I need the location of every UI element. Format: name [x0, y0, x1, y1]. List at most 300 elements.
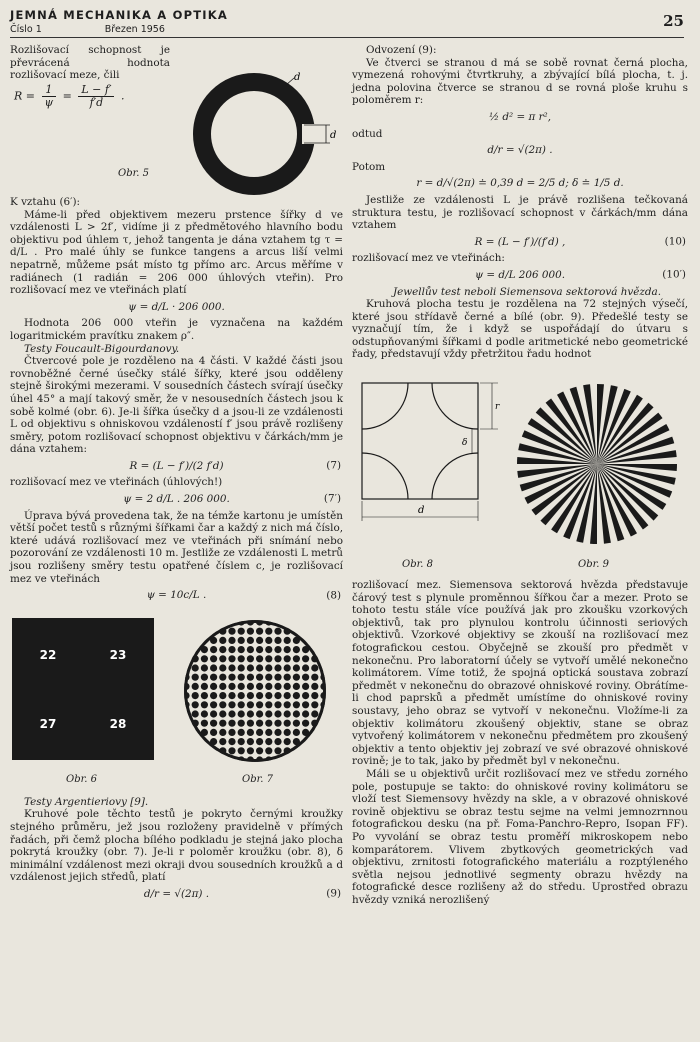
dot — [210, 673, 217, 680]
dot — [302, 729, 309, 736]
dot — [238, 701, 245, 708]
dot — [192, 655, 199, 662]
dot — [302, 692, 309, 699]
dot — [201, 637, 208, 644]
text-potom: Potom — [352, 160, 386, 173]
fig8-caption: Obr. 8 — [402, 559, 434, 571]
dot — [256, 692, 263, 699]
equation-10: R = (L − f′)/(f′d) , (10) — [474, 235, 686, 248]
star-sectors — [517, 384, 677, 544]
equation-7-prime: ψ = 2 d/L . 206 000. (7′) — [123, 493, 341, 506]
dim-label-d2: d — [330, 130, 337, 141]
dot — [192, 729, 199, 736]
dot — [302, 627, 309, 634]
dot — [274, 673, 281, 680]
label-delta: δ — [462, 438, 468, 449]
section-ref: K vztahu (6′): — [10, 196, 81, 208]
dot — [302, 756, 309, 763]
dot — [302, 655, 309, 662]
dot — [284, 729, 291, 736]
dot — [265, 683, 272, 690]
dot — [302, 738, 309, 745]
dot — [293, 646, 300, 653]
dot — [311, 701, 318, 708]
dot — [201, 683, 208, 690]
dot — [210, 646, 217, 653]
section-heading: Jewellův test neboli Siemensova sektorová hvězda. — [392, 285, 662, 298]
dot — [228, 701, 235, 708]
dot — [293, 673, 300, 680]
dot — [201, 738, 208, 745]
dot — [247, 710, 254, 717]
dot — [284, 655, 291, 662]
dot — [247, 637, 254, 644]
dot — [284, 673, 291, 680]
dot — [219, 683, 226, 690]
dot — [311, 664, 318, 671]
fig7-caption: Obr. 7 — [242, 773, 274, 785]
argentieri-dot-test-figure — [182, 618, 328, 764]
test-number-23: 23 — [109, 647, 127, 662]
dot — [284, 710, 291, 717]
dot — [192, 692, 199, 699]
dot — [201, 655, 208, 662]
dot — [192, 627, 199, 634]
dot — [274, 683, 281, 690]
dot — [284, 646, 291, 653]
equation-7: R = (L − f′)/(2 f′d) (7) — [129, 459, 341, 472]
dot — [182, 673, 189, 680]
dot — [284, 719, 291, 726]
dot — [219, 747, 226, 754]
dot — [210, 710, 217, 717]
dot — [293, 710, 300, 717]
paragraph: Jestliže ze vzdálenosti L je právě rozlišena tečkovaná struktura testu, je rozlišovací schopnost v čárkách/mm dána vztahem — [352, 193, 688, 232]
dot — [228, 673, 235, 680]
issue-date: Březen 1956 — [104, 24, 165, 35]
dot — [238, 683, 245, 690]
issue-line — [10, 24, 684, 35]
dot — [320, 710, 327, 717]
dot — [201, 701, 208, 708]
dot — [238, 756, 245, 763]
dot — [293, 692, 300, 699]
dot — [192, 683, 199, 690]
dot — [238, 646, 245, 653]
journal-title: JEMNÁ MECHANIKA A OPTIKA — [10, 8, 228, 22]
dot-grid — [182, 618, 327, 763]
dot — [311, 637, 318, 644]
dot — [201, 692, 208, 699]
arc-bottom-left — [362, 453, 408, 499]
dot — [311, 738, 318, 745]
dot — [247, 701, 254, 708]
dot — [284, 618, 291, 625]
dot — [265, 710, 272, 717]
dot — [238, 627, 245, 634]
dot — [219, 710, 226, 717]
dot — [320, 646, 327, 653]
ring-diagram — [190, 70, 340, 196]
dot — [274, 747, 281, 754]
dot — [311, 692, 318, 699]
dot — [265, 673, 272, 680]
foucault-test-figure — [12, 618, 154, 760]
dot — [293, 747, 300, 754]
dot — [238, 637, 245, 644]
dot — [210, 729, 217, 736]
dot — [274, 729, 281, 736]
dot — [302, 618, 309, 625]
fig5-block — [10, 44, 343, 192]
square-outline — [362, 383, 478, 499]
dot — [219, 738, 226, 745]
dot — [302, 646, 309, 653]
dot — [238, 664, 245, 671]
dot — [256, 729, 263, 736]
dot — [238, 747, 245, 754]
dot — [311, 655, 318, 662]
dot — [238, 738, 245, 745]
dot — [247, 738, 254, 745]
dot — [320, 692, 327, 699]
dot — [284, 692, 291, 699]
dot — [201, 756, 208, 763]
dot — [320, 683, 327, 690]
dot — [219, 655, 226, 662]
dot — [284, 627, 291, 634]
dot — [219, 729, 226, 736]
dot — [192, 673, 199, 680]
dot — [265, 747, 272, 754]
dot — [311, 756, 318, 763]
dot — [201, 646, 208, 653]
dot — [320, 637, 327, 644]
fig6-fig7-row — [10, 618, 343, 796]
equation-9: d/r = √(2π) . (9) — [143, 887, 341, 900]
dot — [274, 701, 281, 708]
dot — [311, 719, 318, 726]
dot — [265, 692, 272, 699]
dot — [182, 627, 189, 634]
dot — [320, 719, 327, 726]
dot — [182, 618, 189, 625]
dot — [320, 664, 327, 671]
paragraph: Úprava bývá provedena tak, že na témže kartonu je umístěn větší počet testů s různými šířkami čar a každý z nich má číslo, které udává rozlišovací mez ve vteřinách při snímání nebo pozorování ze vzdálenosti 10 m. Jestliže ze vzdálenosti L metrů jsou rozlišeny směry testu opatřené číslem c, je rozlišovací mez ve vteřinách — [10, 509, 344, 585]
equation-a: ½ d² = π r², — [488, 110, 552, 123]
dot — [302, 710, 309, 717]
fig6-caption: Obr. 6 — [66, 773, 98, 785]
dot — [293, 719, 300, 726]
dot — [247, 655, 254, 662]
dot — [219, 646, 226, 653]
dot — [256, 719, 263, 726]
equation-10-prime: ψ = d/L 206 000. (10′) — [474, 268, 686, 281]
star-sector — [590, 464, 597, 544]
dot — [210, 747, 217, 754]
dot — [311, 710, 318, 717]
equation-c: r = d/√(2π) ≐ 0,39 d = 2/5 d; δ ≐ 1/5 d. — [416, 177, 624, 190]
text-odtud: odtud — [352, 127, 383, 140]
dot — [284, 738, 291, 745]
test-number-27: 27 — [39, 716, 57, 731]
dot — [274, 738, 281, 745]
dot — [274, 618, 281, 625]
dot — [293, 701, 300, 708]
dot — [311, 618, 318, 625]
dot — [320, 655, 327, 662]
dot — [274, 655, 281, 662]
dot — [284, 683, 291, 690]
dot — [311, 627, 318, 634]
dot — [247, 664, 254, 671]
fig8-fig9-row — [352, 371, 688, 579]
paragraph: Rozlišovací schopnost je převrácená hodnota rozlišovací meze, čili — [10, 44, 170, 82]
dot — [228, 618, 235, 625]
dot — [201, 710, 208, 717]
dot — [247, 692, 254, 699]
dot — [192, 646, 199, 653]
dot — [219, 692, 226, 699]
dot — [256, 738, 263, 745]
dot — [320, 701, 327, 708]
dot — [182, 646, 189, 653]
test-number-28: 28 — [109, 716, 127, 731]
dot — [210, 701, 217, 708]
paragraph: Kruhová plocha testu je rozdělena na 72 stejných výsečí, které jsou střídavě černé a bílé (obr. 9). Předešlé testy se vyznačují tím, že i když se uspořádají do útvaru s odstupňovanými šířkami d podle aritmetické nebo geometrické řady, představují vždy přetržitou řadu hodnot — [352, 298, 688, 361]
running-header — [10, 8, 684, 35]
dot — [210, 692, 217, 699]
header-rule — [10, 37, 684, 38]
dot — [219, 756, 226, 763]
dot — [201, 729, 208, 736]
dot — [247, 729, 254, 736]
dot — [210, 655, 217, 662]
dot — [293, 729, 300, 736]
label-r: r — [495, 402, 500, 413]
dot — [201, 673, 208, 680]
section-heading: Testy Foucault-Bigourdanovy. — [24, 342, 180, 355]
dot — [256, 637, 263, 644]
dot — [284, 747, 291, 754]
dot — [238, 618, 245, 625]
dot — [182, 701, 189, 708]
equation-8: ψ = 10c/L . (8) — [146, 589, 341, 602]
dot — [284, 756, 291, 763]
dot — [256, 673, 263, 680]
dot — [219, 673, 226, 680]
dot — [247, 683, 254, 690]
dot — [247, 719, 254, 726]
dot — [228, 683, 235, 690]
page-number: 25 — [663, 12, 684, 30]
dot — [210, 683, 217, 690]
arc-bottom-right — [432, 453, 478, 499]
dot — [265, 646, 272, 653]
dot — [238, 710, 245, 717]
dot — [320, 756, 327, 763]
dot — [256, 618, 263, 625]
dot — [284, 637, 291, 644]
dot — [265, 701, 272, 708]
dot — [265, 664, 272, 671]
dot — [182, 747, 189, 754]
dot — [293, 756, 300, 763]
equation-b: d/r = √(2π) . — [487, 144, 553, 157]
quarter-circle-diagram — [358, 379, 508, 549]
dot — [201, 627, 208, 634]
paragraph: Čtvercové pole je rozděleno na 4 části. V každé části jsou rovnoběžné černé úsečky stálé šířky, které jsou odděleny stejně širokými mezerami. V sousedních částech svírají úsečky úhel 45° a mají takový směr, že v nesousedních částech jsou k sobě kolmé (obr. 6). Je-li šířka úsečky d a jsou-li ze vzdálenosti L od objektivu s ohniskovou vzdáleností f′ jsou právě rozlišeny směry, potom rozlišovací schopnost objektivu v čárkách/mm je dána vztahem: — [10, 355, 343, 456]
dot — [192, 756, 199, 763]
star-sector — [597, 384, 604, 464]
section-heading: Testy Argentieriovy [9]. — [24, 795, 149, 808]
dot — [182, 729, 189, 736]
fig9-caption: Obr. 9 — [578, 559, 610, 571]
dot — [182, 710, 189, 717]
dot — [238, 719, 245, 726]
test-number-22: 22 — [39, 647, 57, 662]
dot — [228, 747, 235, 754]
dot — [182, 637, 189, 644]
dot — [201, 664, 208, 671]
dot — [311, 646, 318, 653]
arc-top-left — [362, 383, 408, 429]
dot — [293, 664, 300, 671]
dot — [274, 664, 281, 671]
equation-2: ψ = d/L · 206 000. — [128, 300, 225, 313]
label-d: d — [418, 505, 425, 517]
dot — [311, 683, 318, 690]
dot — [274, 646, 281, 653]
dot — [274, 627, 281, 634]
dot — [265, 729, 272, 736]
dot — [247, 673, 254, 680]
dot — [256, 646, 263, 653]
dot — [302, 673, 309, 680]
paragraph: Ve čtverci se stranou d má se sobě rovnat černá plocha, vymezená rohovými čtvrtkruhy, a zbývající bílá plocha, t. j. jedna polovina čtverce se stranou d se rovná ploše kruhu s poloměrem r: — [352, 56, 688, 107]
dot — [182, 683, 189, 690]
dot — [265, 627, 272, 634]
dot — [201, 747, 208, 754]
dot — [182, 738, 189, 745]
dot — [228, 692, 235, 699]
dot — [302, 664, 309, 671]
dot — [274, 692, 281, 699]
dot — [228, 655, 235, 662]
dot — [265, 738, 272, 745]
dot — [201, 719, 208, 726]
dot — [182, 655, 189, 662]
dot — [210, 756, 217, 763]
dot — [265, 719, 272, 726]
dot — [182, 719, 189, 726]
dot — [320, 729, 327, 736]
dot — [284, 701, 291, 708]
dot — [256, 627, 263, 634]
dot — [320, 747, 327, 754]
dot — [219, 618, 226, 625]
ring-shape — [202, 82, 306, 186]
dot — [182, 756, 189, 763]
dot — [274, 710, 281, 717]
dot — [247, 618, 254, 625]
dot — [293, 683, 300, 690]
dot — [311, 673, 318, 680]
dot — [238, 673, 245, 680]
dot — [265, 618, 272, 625]
dot — [228, 646, 235, 653]
dot — [311, 729, 318, 736]
dot — [219, 664, 226, 671]
paragraph: Máme-li před objektivem mezeru prstence šířky d ve vzdálenosti L > 2f′, vidíme ji z předmětového hlavního bodu objektivu pod úhlem τ, jehož tangenta je dána vztahem tg τ = d/L . Pro malé úhly se funkce tangens a arcus liší velmi nepatrně, můžeme psát místo tg přímo arc. Arcus měříme v radiánech (1 radián = 206 000 úhlových vteřin). Pro rozlišovací mez ve vteřinách platí — [10, 208, 343, 297]
dot — [302, 719, 309, 726]
dot — [238, 729, 245, 736]
dot — [256, 701, 263, 708]
dot — [210, 627, 217, 634]
dot — [219, 627, 226, 634]
equation-1: R = $\frac{1}{\psi}$ = $\frac{L - f'}{f'd}$ . — [14, 83, 125, 109]
dot — [320, 627, 327, 634]
dot — [192, 719, 199, 726]
ring-gap — [302, 124, 320, 144]
dot — [265, 637, 272, 644]
dot — [228, 756, 235, 763]
dot — [247, 747, 254, 754]
dot — [274, 719, 281, 726]
dot — [210, 719, 217, 726]
dot — [182, 664, 189, 671]
dot — [192, 664, 199, 671]
fig5-caption: Obr. 5 — [118, 168, 150, 179]
arc-top-right — [432, 383, 478, 429]
dot — [228, 738, 235, 745]
dot — [274, 756, 281, 763]
dot — [192, 738, 199, 745]
dot — [192, 747, 199, 754]
dot — [256, 710, 263, 717]
dot — [274, 637, 281, 644]
dot — [228, 710, 235, 717]
left-column — [10, 44, 343, 905]
dot — [320, 673, 327, 680]
dot — [201, 618, 208, 625]
dot — [192, 701, 199, 708]
dot — [256, 756, 263, 763]
dot — [284, 664, 291, 671]
dot — [210, 738, 217, 745]
dot — [256, 747, 263, 754]
paragraph: rozlišovací mez ve vteřinách (úhlových!) — [10, 476, 223, 489]
star-sector — [517, 457, 597, 464]
dot — [265, 655, 272, 662]
dot — [219, 719, 226, 726]
dim-label-d1: d — [294, 72, 301, 83]
dot — [228, 719, 235, 726]
dot — [228, 729, 235, 736]
dot — [247, 646, 254, 653]
dot — [228, 664, 235, 671]
dot — [320, 738, 327, 745]
dot — [238, 692, 245, 699]
dot — [293, 655, 300, 662]
paragraph: Máli se u objektivů určit rozlišovací mez ve středu zorného pole, postupuje se takto: do ohniskové roviny kolimátoru se vloží test Siemensovy hvězdy na skle, a v obrazové ohniskové rovině objektivu se obraz testu sejme na velmi jemnozrnnou fotografickou desku (na př. Foma-Panchro-Repro, Isopan FF). Po vyvolání se obraz testu proměří mikroskopem nebo komparátorem. Vlivem zbytkových geometrických vad objektivu, zrnitosti fotografického materiálu a rozptýleného světla nejsou jednotlivé segmenty obrazu hvězdy na fotografické desce rozlišeny až do středu. Uprostřed obrazu hvězdy vzniká nerozlišený — [352, 767, 688, 906]
section-heading: Odvození (9): — [366, 44, 437, 56]
dot — [228, 627, 235, 634]
dot — [293, 738, 300, 745]
dot — [256, 683, 263, 690]
paragraph: rozlišovací mez. Siemensova sektorová hvězda představuje čárový test s plynule proměnnou šířkou čar a mezer. Proto se tohoto testu stále více používá jak pro zkoušku vzorkových objektivů, tak pro plynulou kontrolu účinnosti seriových objektivů. Vzorkové objektivy se zkouší na rozlišovací mez fotografickou cestou. Obyčejně se zkouší pro předmět v nekonečnu. Pro laboratorní účely se vytvoří umělé nekonečno kolimátorem. Víme totiž, že spojná optická soustava zobrazí předmět v nekonečnu do obrazové ohniskové roviny. Obrátíme-li chod paprsků a předmět umístíme do ohniskové roviny soustavy, jeho obraz se vytvoří v nekonečnu. Vložíme-li za objektiv kolimátoru zkoušený objektiv, stane se obraz vytvořený kolimátorem v nekonečnu předmětem pro zkoušený objektiv a tento objektiv jej zobrazí ve své obrazové ohniskové rovině; je to tak, jako by předmět byl v nekonečnu. — [352, 579, 688, 768]
dot — [293, 627, 300, 634]
